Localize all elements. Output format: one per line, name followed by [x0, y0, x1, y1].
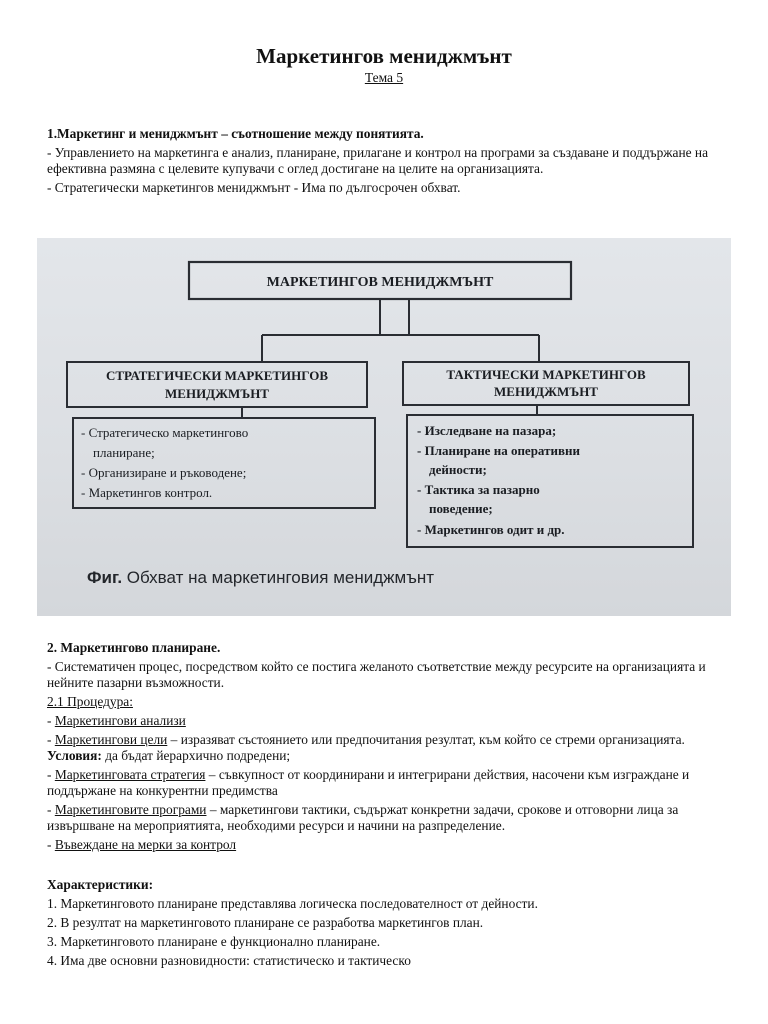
- right-box-line-2: МЕНИДЖМЪНТ: [494, 384, 598, 399]
- procedure-item-2-tail: да бъдат йерархично подредени;: [101, 748, 291, 763]
- left-item-2: планиране;: [93, 445, 155, 460]
- section-1-paragraph-2: - Стратегически маркетингов мениджмънт - Има по дългосрочен обхват.: [47, 180, 461, 195]
- procedure-item-2-text: – изразяват състоянието или предпочитания резултат, към който се стреми организацията.: [167, 732, 685, 747]
- top-box-label: МАРКЕТИНГОВ МЕНИДЖМЪНТ: [266, 275, 494, 290]
- diagram-connectors: [242, 299, 539, 418]
- procedure-item-5-term: Въвеждане на мерки за контрол: [54, 837, 237, 852]
- procedure-item-4-prefix: -: [47, 802, 55, 817]
- procedure-label-text: 2.1 Процедура:: [47, 694, 133, 709]
- section-2-paragraph: - Систематичен процес, посредством който се постига желаното съответствие между ресурсите на организацията и нейните пазарни възможности.: [47, 659, 706, 690]
- procedure-item-4: [47, 802, 727, 834]
- figure-caption-text: Обхват на маркетинговия мениджмънт: [122, 568, 435, 587]
- procedure-item-1: [47, 713, 727, 729]
- left-item-1: - Стратегическо маркетингово: [81, 425, 249, 440]
- right-item-5: поведение;: [429, 501, 493, 516]
- section-2-heading: 2. Маркетингово планиране.: [47, 640, 221, 655]
- section-1: [47, 126, 727, 196]
- procedure-label: [47, 694, 727, 710]
- procedure-item-2-prefix: -: [47, 732, 55, 747]
- left-box-line-2: МЕНИДЖМЪНТ: [165, 386, 269, 401]
- right-item-1: - Изследване на пазара;: [417, 423, 557, 438]
- right-item-3: дейности;: [429, 462, 487, 477]
- procedure-item-2-bold: Условия:: [47, 748, 102, 763]
- procedure-item-2-term: Маркетингови цели: [54, 732, 168, 747]
- procedure-item-3-prefix: -: [47, 767, 55, 782]
- right-item-6: - Маркетингов одит и др.: [417, 522, 565, 537]
- procedure-item-1-term: Маркетингови анализи: [54, 713, 186, 728]
- characteristics-item-2: 2. В резултат на маркетинговото планиране се разработва маркетингов план.: [47, 915, 484, 930]
- procedure-item-3-term: Маркетинговата стратегия: [54, 767, 206, 782]
- figure-diagram: [37, 238, 731, 616]
- right-item-2: - Планиране на оперативни: [417, 443, 580, 458]
- characteristics-item-3: 3. Маркетинговото планиране е функционално планиране.: [47, 934, 381, 949]
- procedure-item-5: [47, 837, 727, 853]
- figure-photo: [37, 238, 731, 616]
- left-item-3: - Организиране и ръководене;: [81, 465, 247, 480]
- left-box-line-1: СТРАТЕГИЧЕСКИ МАРКЕТИНГОВ: [105, 368, 329, 383]
- section-1-heading: 1.Маркетинг и мениджмънт – съотношение между понятията.: [47, 126, 424, 141]
- characteristics-item-1: 1. Маркетинговото планиране представлява логическа последователност от дейности.: [47, 896, 538, 911]
- characteristics-item-4: 4. Има две основни разновидности: статистическо и тактическо: [47, 953, 411, 968]
- figure-caption: [87, 568, 434, 587]
- right-box-line-1: ТАКТИЧЕСКИ МАРКЕТИНГОВ: [446, 367, 646, 382]
- characteristics-section: [47, 877, 727, 969]
- procedure-item-3-text: – съвкупност от координирани и интегрирани действия, насочени към изграждане и поддържане на конкурентни предимства: [47, 767, 690, 798]
- procedure-item-4-term: Маркетинговите програми: [54, 802, 207, 817]
- characteristics-heading: Характеристики:: [47, 877, 154, 892]
- procedure-item-2: [47, 732, 727, 764]
- page-subtitle: Тема 5: [364, 70, 404, 85]
- section-1-paragraph-1: - Управлението на маркетинга е анализ, планиране, прилагане и контрол на програми за създаване и поддържане на ефективна размяна с целевите купувачи с оглед достигане на целите на организацията.: [47, 145, 709, 176]
- procedure-item-5-prefix: -: [47, 837, 55, 852]
- procedure-item-1-prefix: -: [47, 713, 55, 728]
- figure-caption-prefix: Фиг.: [87, 568, 123, 587]
- left-item-4: - Маркетингов контрол.: [81, 485, 213, 500]
- page-title: Маркетингов мениджмънт: [256, 44, 512, 68]
- right-item-4: - Тактика за пазарно: [417, 482, 540, 497]
- section-2: [47, 640, 727, 853]
- procedure-item-3: [47, 767, 727, 799]
- procedure-item-4-text: – маркетингови тактики, съдържат конкретни задачи, срокове и отговорни лица за извършване на мероприятията, необходими ресурси и начини на разпределение.: [47, 802, 679, 833]
